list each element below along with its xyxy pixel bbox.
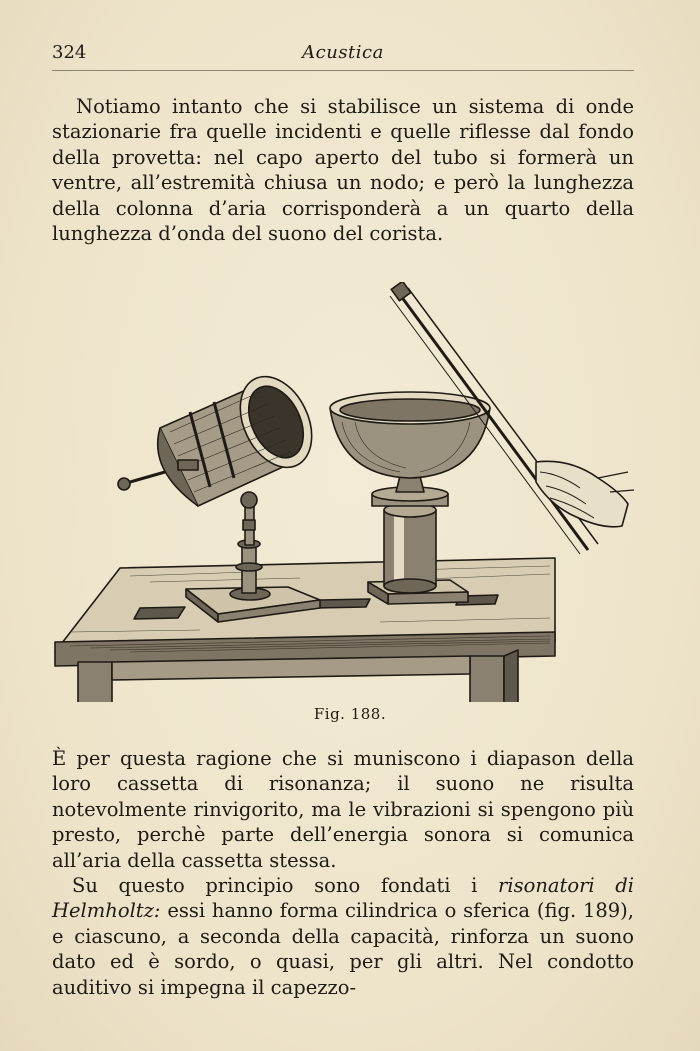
helmholtz-term: risonatori di Helmholtz: bbox=[52, 874, 634, 923]
figure-caption: Fig. 188. bbox=[313, 705, 387, 723]
running-title: Acustica bbox=[302, 42, 384, 63]
paragraph-helmholtz-resonators bbox=[52, 873, 634, 1000]
page-number: 324 bbox=[52, 42, 87, 63]
page-header bbox=[52, 40, 634, 71]
figure-resonance-apparatus bbox=[50, 282, 635, 702]
paragraph-diapason-box: È per questa ragione che si muniscono i diapason della loro cassetta di risonanza; il suono ne risulta notevolmente rinvigorito, ma le vibrazioni si spengono più presto, perchè parte dell’energia sonora si comunica all’aria della cassetta stessa. bbox=[52, 747, 634, 872]
paragraph-text-end: essi hanno forma cilindrica o sferica (fig. 189), e ciascuno, a seconda della capacità, rinforza un suono dato ed è sordo, o quasi, per gli altri. Nel condotto auditivo si impegna il capezzo- bbox=[52, 899, 634, 999]
paragraph-text-start: Su questo principio sono fondati i bbox=[72, 874, 499, 897]
table-illustration bbox=[55, 558, 555, 702]
paragraph-stationary-waves: Notiamo intanto che si stabilisce un sistema di onde stazionarie fra quelle incidenti e quelle riflesse dal fondo della provetta: nel capo aperto del tubo si formerà un ventre, all’estremità chiusa un nodo; e però la lunghezza della colonna d’aria corrisponderà a un quarto della lunghezza d’onda del suono del corista. bbox=[52, 95, 634, 246]
